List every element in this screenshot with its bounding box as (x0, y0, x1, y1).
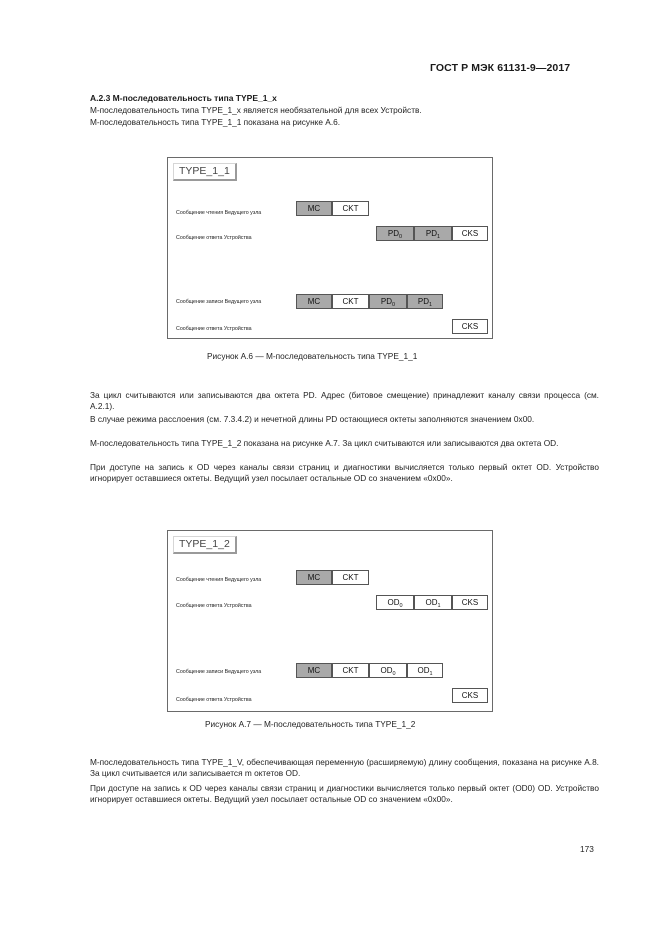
figure-tag: TYPE_1_2 (173, 536, 237, 554)
cell-cks: CKS (452, 595, 488, 610)
cell-mc: MC (296, 201, 332, 216)
paragraph-3: М-последовательность типа TYPE_1_2 показана на рисунке А.7. За цикл считываются или записываются два октета OD. (90, 438, 559, 448)
paragraph-6: При доступе на запись к OD через каналы связи страниц и диагностики вычисляется только первый октет (OD0) OD. Устройство игнорирует оставшиеся октеты. Ведущий узел посылает остальные OD со значением «0x00». (90, 783, 599, 805)
cell-cks: CKS (452, 319, 488, 334)
paragraph-2: В случае режима расслоения (см. 7.3.4.2) и нечетной длины PD остающиеся октеты заполняются значением 0x00. (90, 414, 535, 424)
cell-ckt: CKT (332, 663, 369, 678)
cell-ckt: CKT (332, 570, 369, 585)
document-header: ГОСТ Р МЭК 61131-9—2017 (430, 62, 571, 74)
row-label-reply: Сообщение ответа Устройства (176, 235, 252, 241)
cell-cks: CKS (452, 688, 488, 703)
cell-pd0: $PD_0$ (376, 226, 414, 241)
cell-mc: MC (296, 294, 332, 309)
cell-od1: $OD_1$ (407, 663, 443, 678)
figure-a6-caption: Рисунок А.6 — М-последовательность типа TYPE_1_1 (207, 351, 418, 361)
cell-cks: CKS (452, 226, 488, 241)
section-title: A.2.3 М-последовательность типа TYPE_1_x (90, 93, 277, 103)
section-line-2: М-последовательность типа TYPE_1_1 показана на рисунке А.6. (90, 117, 341, 127)
row-label-reply: Сообщение ответа Устройства (176, 326, 252, 332)
cell-mc: MC (296, 663, 332, 678)
paragraph-4: При доступе на запись к OD через каналы связи страниц и диагностики вычисляется только первый октет OD. Устройство игнорирует оставшиеся октеты. Ведущий узел посылает остальные OD со значением «0x00». (90, 462, 599, 484)
page-number: 173 (580, 844, 594, 854)
cell-mc: MC (296, 570, 332, 585)
row-label-write: Сообщение записи Ведущего узла (176, 299, 262, 305)
figure-tag: TYPE_1_1 (173, 163, 237, 181)
figure-a7 (167, 530, 493, 712)
row-label-reply: Сообщение ответа Устройства (176, 603, 252, 609)
cell-pd1: $PD_1$ (407, 294, 443, 309)
paragraph-5: М-последовательность типа TYPE_1_V, обеспечивающая переменную (расширяемую) длину сообщения, показана на рисунке А.8. За цикл считывается или записывается m октетов OD. (90, 757, 599, 779)
cell-od0: $OD_0$ (376, 595, 414, 610)
section-line-1: М-последовательность типа TYPE_1_x является необязательной для всех Устройств. (90, 105, 422, 115)
row-label-reply: Сообщение ответа Устройства (176, 697, 252, 703)
paragraph-1: За цикл считываются или записываются два октета PD. Адрес (битовое смещение) принадлежит каналу связи процесса (см. А.2.1). (90, 390, 599, 412)
cell-ckt: CKT (332, 201, 369, 216)
cell-od0: $OD_0$ (369, 663, 407, 678)
cell-pd0: $PD_0$ (369, 294, 407, 309)
cell-od1: $OD_1$ (414, 595, 452, 610)
cell-pd1: $PD_1$ (414, 226, 452, 241)
figure-a7-caption: Рисунок А.7 — М-последовательность типа TYPE_1_2 (205, 719, 416, 729)
cell-ckt: CKT (332, 294, 369, 309)
row-label-read: Сообщение чтения Ведущего узла (176, 577, 262, 583)
row-label-read: Сообщение чтения Ведущего узла (176, 210, 262, 216)
row-label-write: Сообщение записи Ведущего узла (176, 669, 262, 675)
figure-a6 (167, 157, 493, 339)
